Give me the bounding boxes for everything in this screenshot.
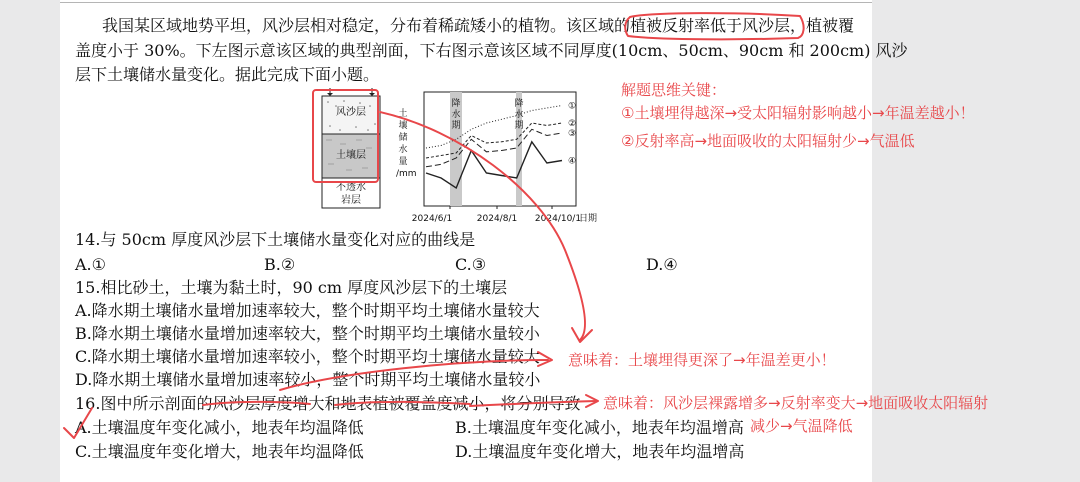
- series-label-2: ②: [568, 119, 577, 129]
- q16-option-b[interactable]: B.土壤温度年变化减小，地表年均温增高: [455, 418, 744, 437]
- q16-option-c[interactable]: C.土壤温度年变化增大，地表年均温降低: [75, 442, 364, 461]
- annotation-key-title: 解题思维关键：: [621, 81, 727, 99]
- chart-y-label-char: 土: [398, 109, 408, 119]
- chart-y-label-char: 壤: [398, 121, 408, 131]
- q16-option-a[interactable]: A.土壤温度年变化减小，地表年均温降低: [75, 418, 364, 437]
- rain-period-char: 期: [451, 121, 461, 131]
- q15-option-a[interactable]: A.降水期土壤储水量增加速率较大，整个时期平均土壤储水量较大: [75, 301, 540, 320]
- underline-thickness: [203, 402, 310, 405]
- intro-line-1: 我国某区域地势平坦，风沙层相对稳定，分布着稀疏矮小的植物。该区域的植被反射率低于风沙层，植被覆: [102, 16, 855, 35]
- layer-label-sand: 风沙层: [336, 107, 366, 118]
- annotation-note-2b: 减少→气温降低: [750, 417, 853, 435]
- x-tick-aug: 2024/8/1: [476, 214, 518, 224]
- annotation-key-2: ②反射率高→地面吸收的太阳辐射少→气温低: [621, 132, 915, 150]
- rain-period-char: 水: [514, 110, 524, 120]
- x-tick-jun: 2024/6/1: [411, 214, 453, 224]
- rain-period-char: 降: [451, 99, 461, 109]
- q14-option-c[interactable]: C.③: [455, 255, 487, 274]
- q14-option-d[interactable]: D.④: [646, 255, 678, 274]
- chart-y-unit: /mm: [396, 169, 417, 179]
- q14-stem: 14.与 50cm 厚度风沙层下土壤储水量变化对应的曲线是: [75, 230, 476, 249]
- arrow-profile-to-note: [380, 112, 585, 340]
- x-axis-label: 日期: [578, 214, 598, 224]
- intro-line-3: 层下土壤储水量变化。据此完成下面小题。: [75, 65, 380, 84]
- underline-vegetation: [335, 402, 470, 405]
- q15-option-c[interactable]: C.降水期土壤储水量增加速率较小，整个时期平均土壤储水量较大: [75, 347, 540, 366]
- q14-option-a[interactable]: A.①: [75, 255, 106, 274]
- q15-stem: 15.相比砂土，土壤为黏土时，90 cm 厚度风沙层下的土壤层: [75, 278, 508, 297]
- annotation-note-2a: 意味着：风沙层裸露增多→反射率变大→地面吸收太阳辐射: [603, 394, 989, 412]
- q14-option-b[interactable]: B.②: [264, 255, 296, 274]
- x-tick-oct: 2024/10/1: [534, 214, 582, 224]
- chart-y-label-char: 量: [398, 157, 408, 167]
- annotation-key-1: ①土壤埋得越深→受太阳辐射影响越小→年温差越小！: [621, 104, 975, 122]
- q15-option-d[interactable]: D.降水期土壤储水量增加速率较小，整个时期平均土壤储水量较小: [75, 370, 541, 389]
- chart-y-label-char: 水: [398, 145, 408, 155]
- arrow-vegetation-to-note: [470, 401, 596, 406]
- layer-label-impermeable: 不透水: [336, 182, 366, 193]
- layer-label-rock: 岩层: [341, 195, 361, 206]
- series-label-1: ①: [568, 101, 577, 112]
- highlight-reflectance-ellipse: [625, 13, 803, 39]
- rain-period-char: 降: [514, 99, 524, 109]
- answer-checkmark: [64, 408, 92, 438]
- intro-line-2: 盖度小于 30%。下左图示意该区域的典型剖面，下右图示意该区域不同厚度(10cm、50cm、90cm 和 200cm) 风沙: [75, 41, 908, 60]
- series-label-4: ④: [568, 156, 577, 167]
- arrowhead-thickness: [538, 352, 552, 366]
- layer-label-soil: 土壤层: [336, 150, 366, 161]
- arrow-thickness-to-note: [280, 360, 548, 390]
- q16-option-d[interactable]: D.土壤温度年变化增大，地表年均温增高: [455, 442, 745, 461]
- rain-period-char: 期: [514, 121, 524, 131]
- q15-option-b[interactable]: B.降水期土壤储水量增加速率较大，整个时期平均土壤储水量较小: [75, 324, 540, 343]
- arrowhead-profile: [572, 328, 592, 342]
- series-label-3: ③: [568, 129, 577, 139]
- highlight-profile-box: [313, 90, 378, 182]
- annotation-note-1: 意味着：土壤埋得更深了→年温差更小！: [568, 351, 836, 369]
- rain-period-char: 水: [451, 110, 461, 120]
- chart-y-label-char: 储: [398, 133, 408, 143]
- q16-stem: 16.图中所示剖面的风沙层厚度增大和地表植被覆盖度减小，将分别导致: [75, 394, 581, 413]
